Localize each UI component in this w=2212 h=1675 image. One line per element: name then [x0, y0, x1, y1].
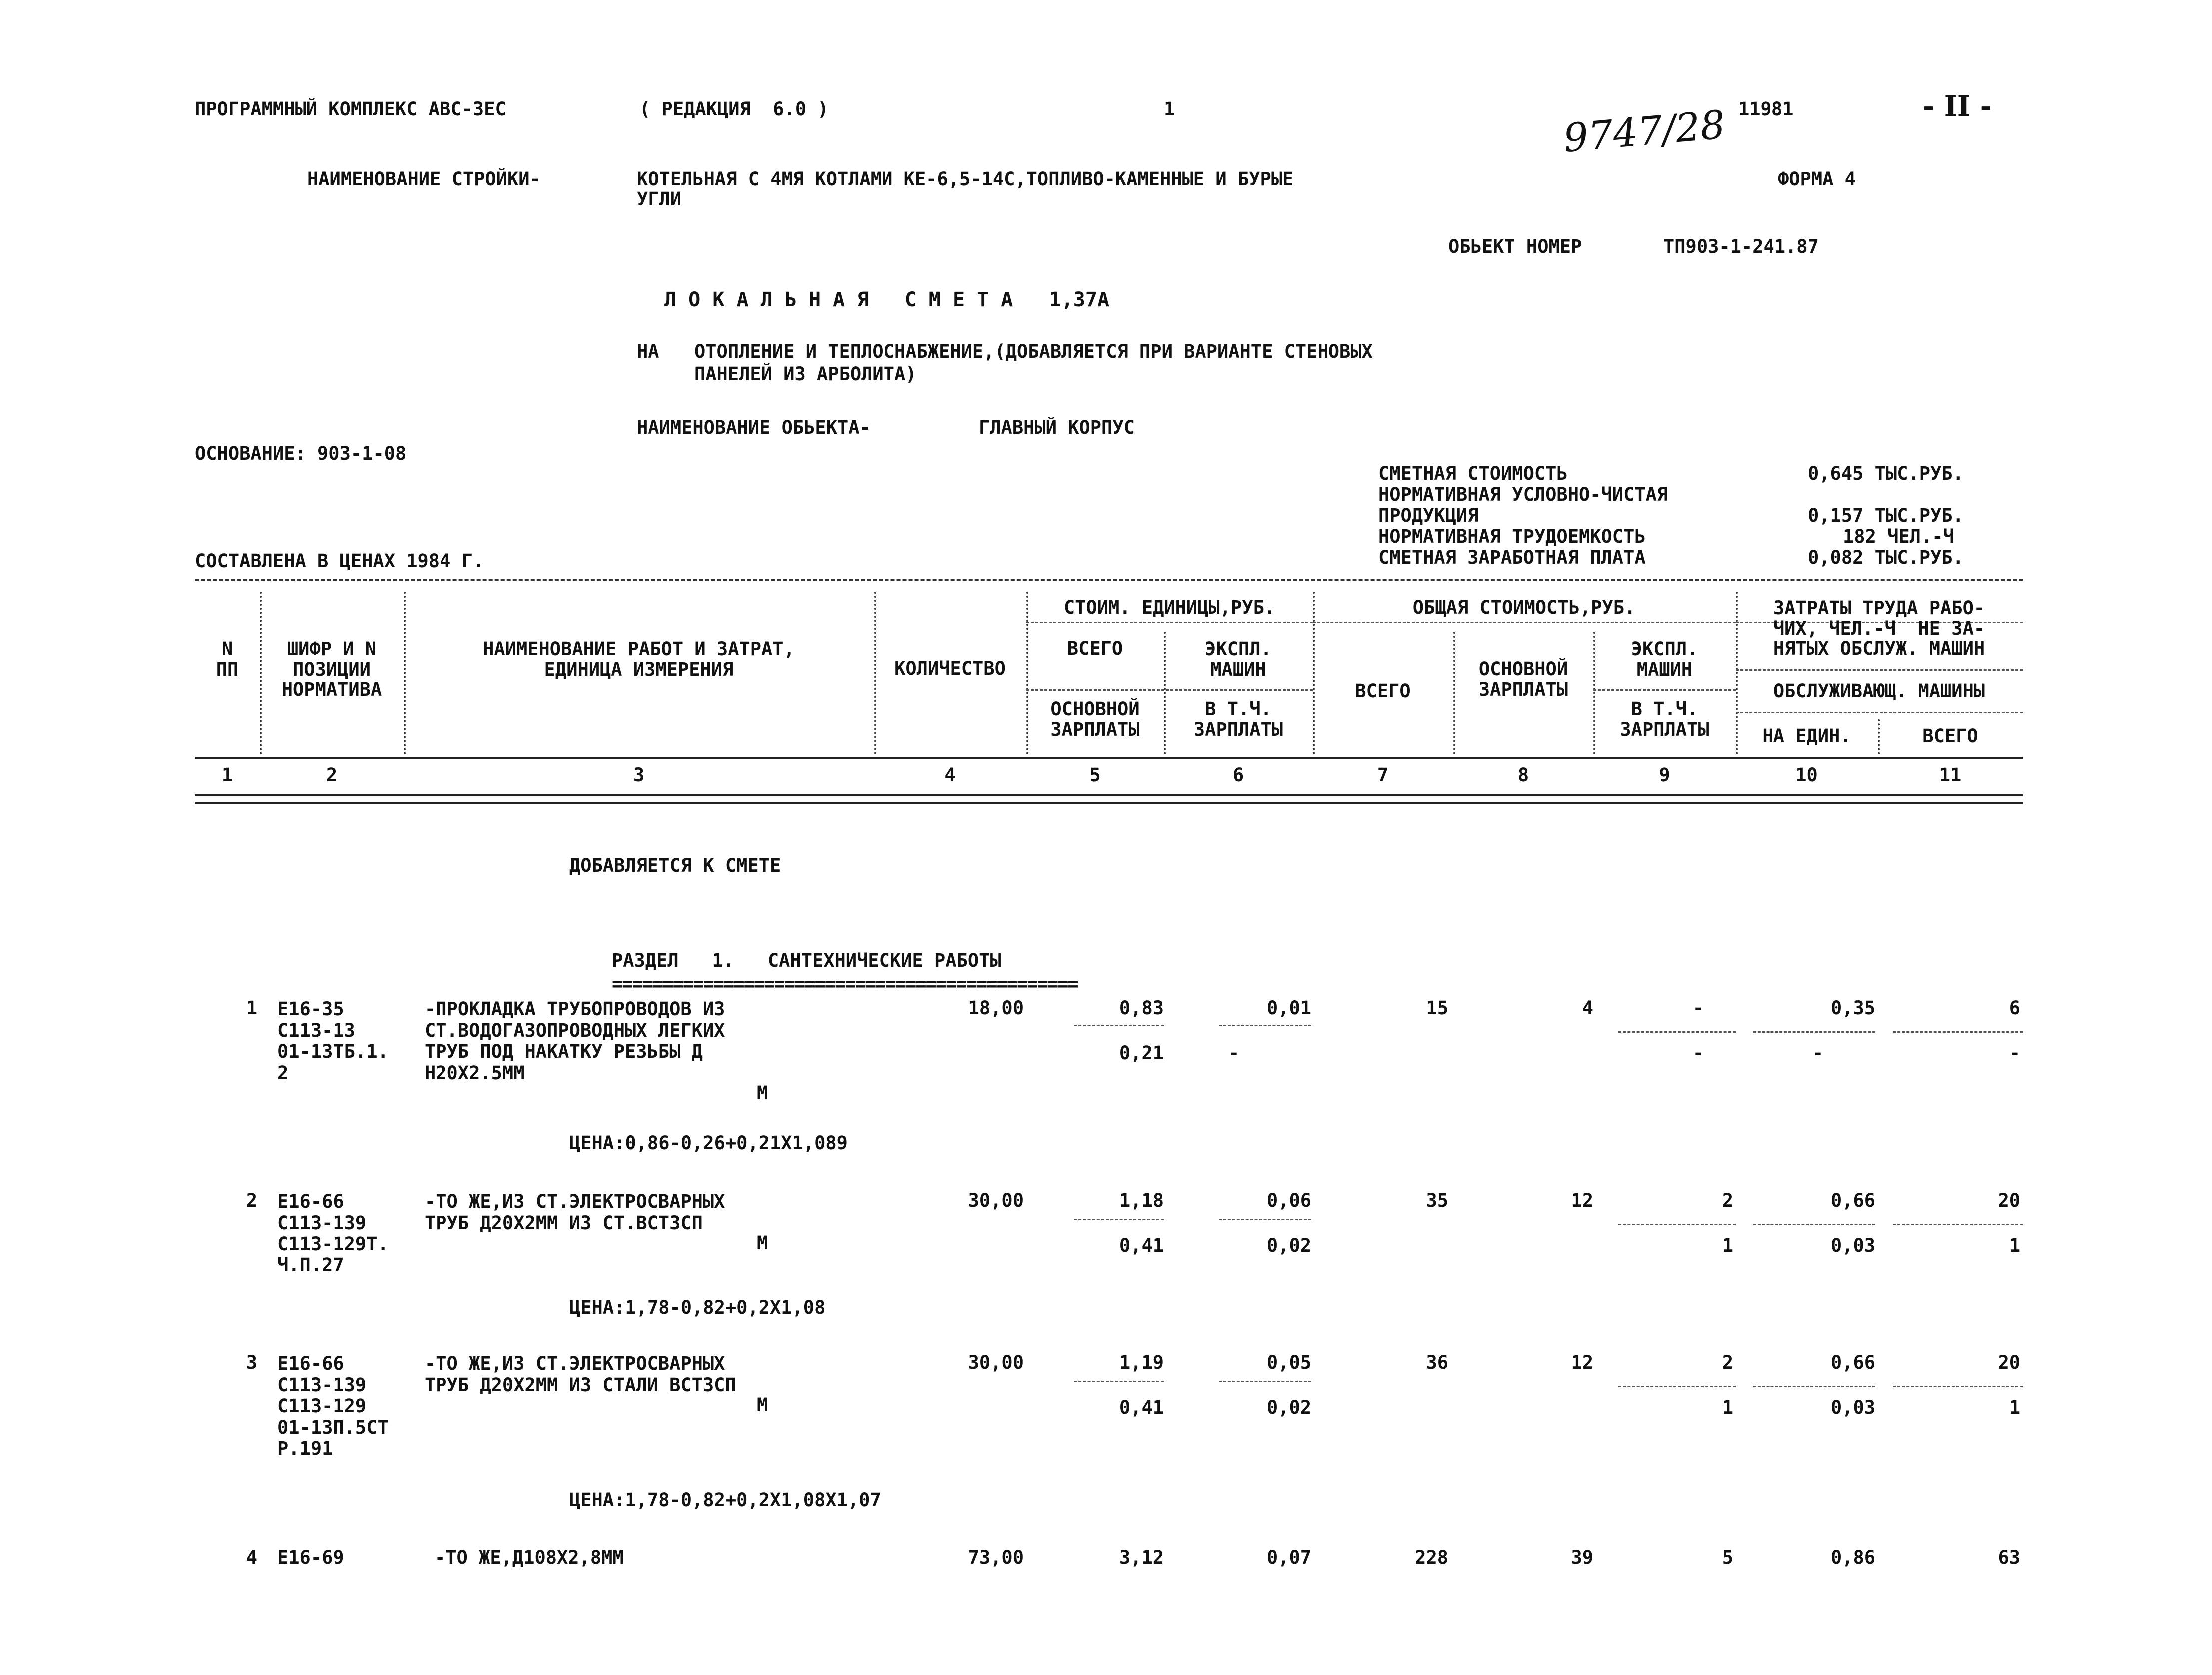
- col-number: 8: [1517, 764, 1529, 786]
- labor-total: 6: [2009, 997, 2020, 1019]
- header-unit-machines-wages: В Т.Ч. ЗАРПЛАТЫ: [1193, 698, 1283, 740]
- summary-label-5: СМЕТНАЯ ЗАРАБОТНАЯ ПЛАТА: [1378, 547, 1646, 568]
- row-number: 4: [246, 1547, 257, 1568]
- total-cost: 228: [1415, 1547, 1448, 1568]
- labor-machines-per-unit: -: [1812, 1042, 1824, 1064]
- header-rule: [195, 802, 2023, 804]
- cell-divider: [1219, 1219, 1311, 1220]
- row-name: -ТО ЖЕ,ИЗ СТ.ЭЛЕКТРОСВАРНЫХ ТРУБ Д20Х2ММ ИЗ СТАЛИ ВСТ3СП: [425, 1353, 736, 1396]
- price-formula: ЦЕНА:1,78-0,82+0,2Х1,08Х1,07: [569, 1489, 881, 1511]
- total-machines: 2: [1722, 1190, 1733, 1211]
- row-quantity: 73,00: [968, 1547, 1024, 1568]
- unit-wages: 0,41: [1119, 1235, 1164, 1256]
- header-unit-wages: ОСНОВНОЙ ЗАРПЛАТЫ: [1050, 698, 1140, 740]
- header-rule: [195, 757, 2023, 759]
- summary-value-3: 0,157 ТЫС.РУБ.: [1808, 505, 1964, 526]
- section-underline: ==============================================: [612, 973, 1078, 995]
- cell-divider: [1074, 1025, 1164, 1026]
- labor-machines-per-unit: 0,03: [1830, 1397, 1875, 1418]
- cell-divider: [1618, 1031, 1736, 1033]
- header-total-machines-wages: В Т.Ч. ЗАРПЛАТЫ: [1620, 698, 1709, 740]
- header-total-machines: ЭКСПЛ. МАШИН: [1631, 638, 1698, 680]
- prices-basis: СОСТАВЛЕНА В ЦЕНАХ 1984 Г.: [195, 550, 484, 572]
- cell-divider: [1753, 1031, 1875, 1033]
- header-subrule: [1026, 689, 1313, 691]
- construction-name-line2: УГЛИ: [637, 188, 682, 210]
- labor-per-unit: 0,35: [1830, 997, 1875, 1019]
- document-code: 11981: [1738, 98, 1794, 120]
- object-number: ТП903-1-241.87: [1663, 236, 1819, 257]
- unit-wages: 0,41: [1119, 1397, 1164, 1418]
- row-quantity: 30,00: [968, 1190, 1024, 1211]
- section-title: РАЗДЕЛ 1. САНТЕХНИЧЕСКИЕ РАБОТЫ: [612, 950, 1001, 971]
- row-code: Е16-69: [277, 1547, 344, 1568]
- row-name: -ПРОКЛАДКА ТРУБОПРОВОДОВ ИЗ СТ.ВОДОГАЗОПРОВОДНЫХ ЛЕГКИХ ТРУБ ПОД НАКАТКУ РЕЗЬБЫ Д Н20Х2.5ММ: [425, 998, 725, 1084]
- unit-machines: 0,05: [1266, 1352, 1311, 1373]
- unit-machines: 0,06: [1266, 1190, 1311, 1211]
- col-number: 1: [221, 764, 233, 786]
- program-name: ПРОГРАММНЫЙ КОМПЛЕКС АВС-3ЕС: [195, 98, 506, 120]
- summary-value-4: 182 ЧЕЛ.-Ч: [1843, 526, 1954, 547]
- row-unit: М: [757, 1394, 768, 1416]
- cell-divider: [1219, 1381, 1311, 1382]
- cell-divider: [1753, 1386, 1875, 1387]
- header-subrule: [1593, 689, 1736, 691]
- cell-divider: [1219, 1025, 1311, 1026]
- header-unit-total: ВСЕГО: [1067, 638, 1123, 659]
- labor-total: 20: [1998, 1352, 2020, 1373]
- labor-per-unit: 0,66: [1830, 1190, 1875, 1211]
- total-wages: 39: [1571, 1547, 1593, 1568]
- total-wages: 4: [1582, 997, 1593, 1019]
- total-machines-wages: -: [1692, 1042, 1704, 1064]
- cell-divider: [1893, 1224, 2023, 1225]
- unit-machines: 0,01: [1266, 997, 1311, 1019]
- header-labor-total: ВСЕГО: [1922, 725, 1978, 747]
- row-name: -ТО ЖЕ,Д108Х2,8ММ: [435, 1547, 624, 1568]
- header-name: НАИМЕНОВАНИЕ РАБОТ И ЗАТРАТ, ЕДИНИЦА ИЗМЕРЕНИЯ: [483, 638, 795, 680]
- price-formula: ЦЕНА:0,86-0,26+0,21Х1,089: [569, 1132, 848, 1154]
- construction-label: НАИМЕНОВАНИЕ СТРОЙКИ-: [307, 168, 541, 190]
- handwritten-number: 9747/28: [1561, 102, 1727, 161]
- row-name: -ТО ЖЕ,ИЗ СТ.ЭЛЕКТРОСВАРНЫХ ТРУБ Д20Х2ММ ИЗ СТ.ВСТ3СП: [425, 1191, 725, 1234]
- col-number: 6: [1232, 764, 1244, 786]
- row-number: 1: [246, 997, 257, 1019]
- summary-label-2: НОРМАТИВНАЯ УСЛОВНО-ЧИСТАЯ: [1378, 484, 1668, 505]
- unit-wages: 0,21: [1119, 1042, 1164, 1064]
- labor-machines-total: 1: [2009, 1235, 2020, 1256]
- subject-line1: ОТОПЛЕНИЕ И ТЕПЛОСНАБЖЕНИЕ,(ДОБАВЛЯЕТСЯ ПРИ ВАРИАНТЕ СТЕНОВЫХ: [694, 341, 1373, 362]
- cell-divider: [1753, 1224, 1875, 1225]
- total-cost: 36: [1426, 1352, 1448, 1373]
- labor-machines-total: 1: [2009, 1397, 2020, 1418]
- basis: ОСНОВАНИЕ: 903-1-08: [195, 443, 407, 464]
- table-top-rule: [195, 579, 2023, 581]
- unit-machines-wages: -: [1228, 1042, 1240, 1064]
- header-code: ШИФР И N ПОЗИЦИИ НОРМАТИВА: [281, 638, 382, 701]
- total-cost: 15: [1426, 997, 1448, 1019]
- row-unit: М: [757, 1082, 768, 1104]
- labor-machines-total: -: [2009, 1042, 2020, 1064]
- unit-total: 3,12: [1119, 1547, 1164, 1568]
- construction-name-line1: КОТЕЛЬНАЯ С 4МЯ КОТЛАМИ КЕ-6,5-14С,ТОПЛИВО-КАМЕННЫЕ И БУРЫЕ: [637, 168, 1294, 190]
- col-number: 9: [1659, 764, 1670, 786]
- total-machines: 2: [1722, 1352, 1733, 1373]
- col-number: 3: [633, 764, 645, 786]
- header-subrule: [1736, 712, 2023, 713]
- header-no: N ПП: [216, 638, 239, 680]
- total-wages: 12: [1571, 1352, 1593, 1373]
- header-labor-per-unit: НА ЕДИН.: [1762, 725, 1851, 747]
- row-code: Е16-35 С113-13 01-13ТБ.1. 2: [277, 998, 389, 1084]
- header-subrule: [1026, 622, 1313, 623]
- object-name-label: НАИМЕНОВАНИЕ ОБЬЕКТА-: [637, 417, 871, 438]
- object-name: ГЛАВНЫЙ КОРПУС: [979, 417, 1135, 438]
- summary-value-5: 0,082 ТЫС.РУБ.: [1808, 547, 1964, 568]
- added-note: ДОБАВЛЯЕТСЯ К СМЕТЕ: [569, 855, 781, 876]
- summary-label-1: СМЕТНАЯ СТОИМОСТЬ: [1378, 463, 1568, 484]
- estimate-title: Л О К А Л Ь Н А Я С М Е Т А 1,37А: [664, 288, 1110, 311]
- col-number: 5: [1089, 764, 1101, 786]
- col-number: 2: [326, 764, 338, 786]
- total-wages: 12: [1571, 1190, 1593, 1211]
- header-total-cost: ОБЩАЯ СТОИМОСТЬ,РУБ.: [1412, 597, 1636, 618]
- summary-label-4: НОРМАТИВНАЯ ТРУДОЕМКОСТЬ: [1378, 526, 1646, 547]
- header-labor-service: ОБСЛУЖИВАЮЩ. МАШИНЫ: [1773, 680, 1985, 702]
- col-number: 7: [1377, 764, 1389, 786]
- labor-per-unit: 0,86: [1830, 1547, 1875, 1568]
- header-unit-cost: СТОИМ. ЕДИНИЦЫ,РУБ.: [1063, 597, 1276, 618]
- row-code: Е16-66 С113-139 С113-129 01-13П.5СТ Р.191: [277, 1353, 389, 1460]
- labor-total: 20: [1998, 1190, 2020, 1211]
- column-number-row: [195, 766, 2023, 786]
- header-total-wages: ОСНОВНОЙ ЗАРПЛАТЫ: [1478, 658, 1568, 700]
- total-machines: -: [1692, 997, 1704, 1019]
- row-quantity: 18,00: [968, 997, 1024, 1019]
- sheet-number: - II -: [1923, 90, 1992, 123]
- row-number: 3: [246, 1352, 257, 1373]
- header-total-all: ВСЕГО: [1355, 680, 1411, 702]
- col-number: 11: [1939, 764, 1962, 786]
- page-number: 1: [1164, 98, 1175, 120]
- header-labor: ЗАТРАТЫ ТРУДА РАБО- ЧИХ, ЧЕЛ.-Ч НЕ ЗА- НЯТЫХ ОБСЛУЖ. МАШИН: [1773, 597, 1985, 660]
- subject-on-label: НА: [637, 341, 659, 362]
- row-code: Е16-66 С113-139 С113-129Т. Ч.П.27: [277, 1191, 389, 1276]
- edition: ( РЕДАКЦИЯ 6.0 ): [639, 98, 829, 120]
- row-number: 2: [246, 1190, 257, 1211]
- labor-total: 63: [1998, 1547, 2020, 1568]
- object-number-label: ОБЬЕКТ НОМЕР: [1448, 236, 1582, 257]
- unit-total: 0,83: [1119, 997, 1164, 1019]
- header-quantity: КОЛИЧЕСТВО: [894, 658, 1006, 679]
- unit-machines-wages: 0,02: [1266, 1397, 1311, 1418]
- cell-divider: [1074, 1219, 1164, 1220]
- summary-label-3: ПРОДУКЦИЯ: [1378, 505, 1479, 526]
- unit-total: 1,19: [1119, 1352, 1164, 1373]
- total-machines-wages: 1: [1722, 1397, 1733, 1418]
- summary-value-1: 0,645 ТЫС.РУБ.: [1808, 463, 1964, 484]
- total-cost: 35: [1426, 1190, 1448, 1211]
- unit-machines-wages: 0,02: [1266, 1235, 1311, 1256]
- form-number: ФОРМА 4: [1778, 168, 1856, 190]
- unit-machines: 0,07: [1266, 1547, 1311, 1568]
- header-rule: [195, 794, 2023, 796]
- row-quantity: 30,00: [968, 1352, 1024, 1373]
- labor-per-unit: 0,66: [1830, 1352, 1875, 1373]
- unit-total: 1,18: [1119, 1190, 1164, 1211]
- header-subrule: [1736, 669, 2023, 671]
- col-number: 10: [1795, 764, 1818, 786]
- cell-divider: [1893, 1031, 2023, 1033]
- subject-line2: ПАНЕЛЕЙ ИЗ АРБОЛИТА): [694, 363, 917, 385]
- cell-divider: [1893, 1386, 2023, 1387]
- header-unit-machines: ЭКСПЛ. МАШИН: [1205, 638, 1272, 680]
- price-formula: ЦЕНА:1,78-0,82+0,2Х1,08: [569, 1297, 826, 1318]
- cell-divider: [1074, 1381, 1164, 1382]
- row-unit: М: [757, 1232, 768, 1254]
- header-subrule: [1313, 622, 1736, 623]
- total-machines: 5: [1722, 1547, 1733, 1568]
- col-number: 4: [944, 764, 956, 786]
- cell-divider: [1618, 1386, 1736, 1387]
- cell-divider: [1618, 1224, 1736, 1225]
- labor-machines-per-unit: 0,03: [1830, 1235, 1875, 1256]
- total-machines-wages: 1: [1722, 1235, 1733, 1256]
